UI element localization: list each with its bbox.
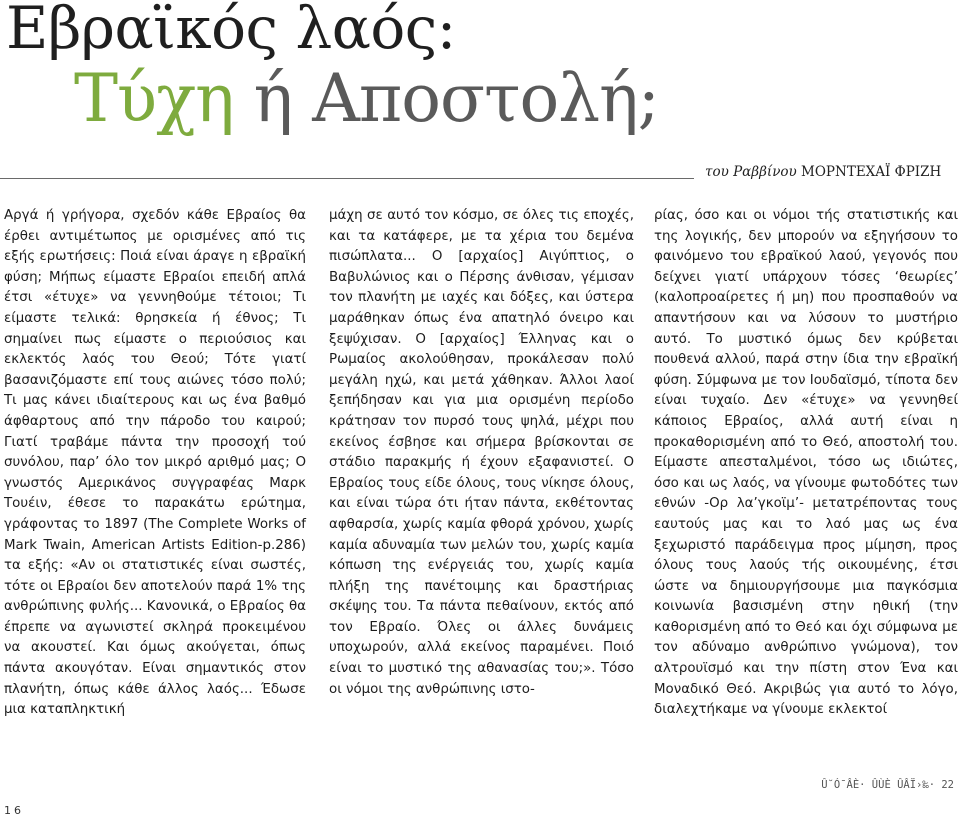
byline-divider bbox=[0, 178, 694, 179]
subtitle-word-fate: Τύχη bbox=[74, 60, 234, 137]
byline bbox=[705, 164, 960, 180]
column-1-text: Αργά ή γρήγορα, σχεδόν κάθε Εβραίος θα έρθει αντιμέτωπος με ορισμένες από τις εξής ερωτήσεις: Ποιά είναι άραγε η εβραϊκή φύση; Μήπως είμαστε Εβραίοι επειδή απλά έτσι «έτυχε» να γεννηθούμε τέτοιοι; Τι είμαστε τελικά: θρησκεία ή έθνος; Τι σημαίνει πως είμαστε ο περιούσιος και εκλεκτός λαός του Θεού; Τότε γιατί βασανιζόμαστε επί τους αιώνες τόσο πολύ; Τι μας κάνει ιδιαίτερους και ως ένα βαθμό άφθαρτους από την πάροδο του καιρού; Γιατί τραβάμε πάντα την προσοχή τού συνόλου, παρ’ όλο τον μικρό αριθμό μας; Ο γνωστός Αμερικάνος συγγραφέας Μαρκ Τουέιν, έθεσε το παρακάτω ερώτημα, γράφοντας το 1897 (The Complete Works of Mark Twain, American Artists Edition-p.286) τα εξής: «Αν οι στατιστικές είναι σωστές, τότε οι Εβραίοι δεν αποτελούν παρά 1% της ανθρώπινης φυλής... Κανονικά, ο Εβραίος θα έπρεπε να αγωνιστεί σκληρά προκειμένου να ακουστεί. Και όμως ακούγεται, όπως πάντα ακουγόταν. Είναι σημαντικός στον πλανήτη, όπως κάθε άλλος λαός... Έδωσε μια καταπληκτική bbox=[4, 208, 306, 718]
article-subtitle bbox=[74, 60, 659, 137]
byline-prefix: του Ραββίνου bbox=[705, 164, 802, 180]
continued-on-page-note: Û˘Ó¯ÂÈ· ÛÙÈ ÛÂÏ›‰· 22 bbox=[821, 779, 954, 791]
page-number: 16 bbox=[4, 804, 24, 817]
text-column-3 bbox=[654, 206, 958, 721]
column-3-text: ρίας, όσο και οι νόμοι τής στατιστικής και της λογικής, δεν μπορούν να εξηγήσουν το φαινόμενο του εβραϊκού λαού, γεγονός που δείχνει γιατί υπάρχουν τόσες ‘θεωρίες’ (καλοπροαίρετες ή μη) που προσπαθούν να απαντήσουν και να λύσουν το μυστήριο αυτό. Το μυστικό όμως δεν κρύβεται πουθενά αλλού, παρά στην ίδια την εβραϊκή φύση. Σύμφωνα με τον Ιουδαϊσμό, τίποτα δεν είναι τυχαίο. Δεν «έτυχε» να γεννηθεί κάποιος Εβραίος, αλλά αυτή είναι η προκαθορισμένη από το Θεό, αποστολή του. Είμαστε απεσταλμένοι, τόσο ως ιδιώτες, όσο και ως λαός, να γίνουμε φωτοδότες των εθνών -Ορ λα’γκοϊμ’- μετατρέποντας τους εαυτούς μας και το λαό μας ως ένα ξεχωριστό παράδειγμα προς μίμηση, προς όλους τους λαούς τής οικουμένης, έτσι ώστε να δημιουργήσουμε μια παγκόσμια κοινωνία βασισμένη στην ηθική (την καθορισμένη από το Θεό και όχι σύμφωνα με τον αδύναμο ανθρώπινο γνώμονα), τον αλτρουϊσμό και την πίστη στον Ένα και Μοναδικό Θεό. Ακριβώς για αυτό το λόγο, διαλεχτήκαμε να γίνουμε εκλεκτοί bbox=[654, 208, 958, 718]
column-2-text: μάχη σε αυτό τον κόσμο, σε όλες τις εποχές, και τα κατάφερε, με τα χέρια του δεμένα πισώπλατα... Ο [αρχαίος] Αιγύπτιος, ο Βαβυλώνιος και ο Πέρσης άνθισαν, γέμισαν τον πλανήτη με ιαχές και δόξες, και ύστερα μαράθηκαν όπως ένα απατηλό όνειρο και ξεψύχισαν. Ο [αρχαίος] Έλληνας και ο Ρωμαίος ακολούθησαν, προκάλεσαν πολύ μεγάλη ηχώ, και μετά χάθηκαν. Άλλοι λαοί ξεπήδησαν και για μια ορισμένη περίοδο κράτησαν τον πυρσό τους ψηλά, μέχρι που εκείνος έσβησε και σήμερα βρίσκονται σε στάδιο παρακμής ή έχουν εξαφανιστεί. Ο Εβραίος τους είδε όλους, τους νίκησε όλους, και είναι τώρα ότι ήταν πάντα, εκθέτοντας αφθαρσία, χωρίς καμία φθορά χρόνου, χωρίς καμία αδυναμία των μελών του, χωρίς καμία κόπωση της ενέργειάς του, χωρίς καμία πλήξη της πανέτοιμης και δραστήριας σκέψης του. Τα πάντα πεθαίνουν, εκτός από τον Εβραίο. Όλες οι άλλες δυνάμεις υποχωρούν, αλλά εκείνος παραμένει. Ποιό είναι το μυστικό της αθανασίας του;». Τόσο οι νόμοι της ανθρώπινης ιστο- bbox=[329, 208, 634, 697]
text-column-2 bbox=[329, 206, 634, 700]
subtitle-word-or: ή bbox=[233, 60, 313, 137]
subtitle-word-mission: Αποστολή; bbox=[312, 60, 659, 137]
article-title: Εβραϊκός λαός: bbox=[6, 0, 456, 62]
text-column-1 bbox=[4, 206, 306, 721]
byline-author: ΜΟΡΝΤΕΧΑΪ ΦΡΙΖΗ bbox=[801, 164, 942, 180]
